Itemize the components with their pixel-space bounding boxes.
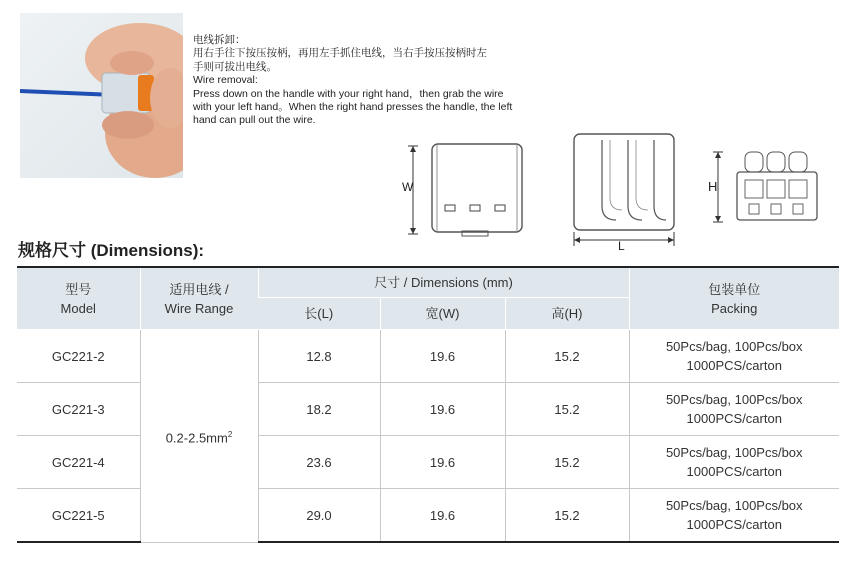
instruction-line: Wire removal: (193, 74, 258, 87)
width-cell: 19.6 (380, 436, 505, 489)
hand-with-connector-illustration (20, 13, 183, 178)
length-cell: 29.0 (258, 489, 380, 543)
length-cell: 23.6 (258, 436, 380, 489)
width-cell: 19.6 (380, 330, 505, 383)
header-length: 长(L) (258, 298, 380, 330)
blue-wire (20, 91, 115, 95)
wire-removal-instructions (193, 34, 512, 128)
l-dimension-label: L (618, 239, 625, 253)
header-model: 型号 Model (17, 267, 140, 330)
front-view-drawing (705, 146, 835, 232)
wire-range-cell: $0.2-2.5mm^2$ (140, 330, 258, 543)
height-cell: 15.2 (505, 330, 629, 383)
h-dimension-label: H (708, 179, 718, 194)
model-cell: GC221-3 (17, 383, 140, 436)
header-height: 高(H) (505, 298, 629, 330)
section-title: 规格尺寸 (Dimensions): (18, 241, 205, 260)
header-dimensions: 尺寸 / Dimensions (mm) (258, 267, 629, 298)
packing-cell: 50Pcs/bag, 100Pcs/box 1000PCS/carton (629, 489, 839, 543)
width-cell: 19.6 (380, 489, 505, 543)
top-view-drawing (566, 128, 686, 253)
model-cell: GC221-5 (17, 489, 140, 543)
packing-cell: 50Pcs/bag, 100Pcs/box 1000PCS/carton (629, 436, 839, 489)
packing-cell: 50Pcs/bag, 100Pcs/box 1000PCS/carton (629, 383, 839, 436)
instruction-line: Press down on the handle with your right hand，then grab the wire (193, 87, 504, 100)
instruction-line: hand can pull out the wire. (193, 114, 316, 127)
height-cell: 15.2 (505, 436, 629, 489)
instruction-line: 用右手往下按压按柄，再用左手抓住电线，当右手按压按柄时左 (193, 47, 487, 60)
height-cell: 15.2 (505, 383, 629, 436)
width-cell: 19.6 (380, 383, 505, 436)
model-cell: GC221-4 (17, 436, 140, 489)
header-wire-range: 适用电线 / Wire Range (140, 267, 258, 330)
table-row (17, 330, 839, 383)
header-width: 宽(W) (380, 298, 505, 330)
product-photo (20, 13, 183, 178)
length-cell: 12.8 (258, 330, 380, 383)
length-cell: 18.2 (258, 383, 380, 436)
instruction-line: with your left hand。When the right hand presses the handle, the left (193, 101, 513, 114)
packing-cell: 50Pcs/bag, 100Pcs/box 1000PCS/carton (629, 330, 839, 383)
model-cell: GC221-2 (17, 330, 140, 383)
instruction-line: 电线拆卸： (193, 34, 246, 46)
w-dimension-label: W (402, 180, 414, 194)
dimensions-table (17, 266, 839, 543)
header-packing: 包装单位 Packing (629, 267, 839, 330)
side-view-drawing (402, 138, 532, 243)
height-cell: 15.2 (505, 489, 629, 543)
instruction-line: 手则可拔出电线。 (193, 60, 277, 73)
